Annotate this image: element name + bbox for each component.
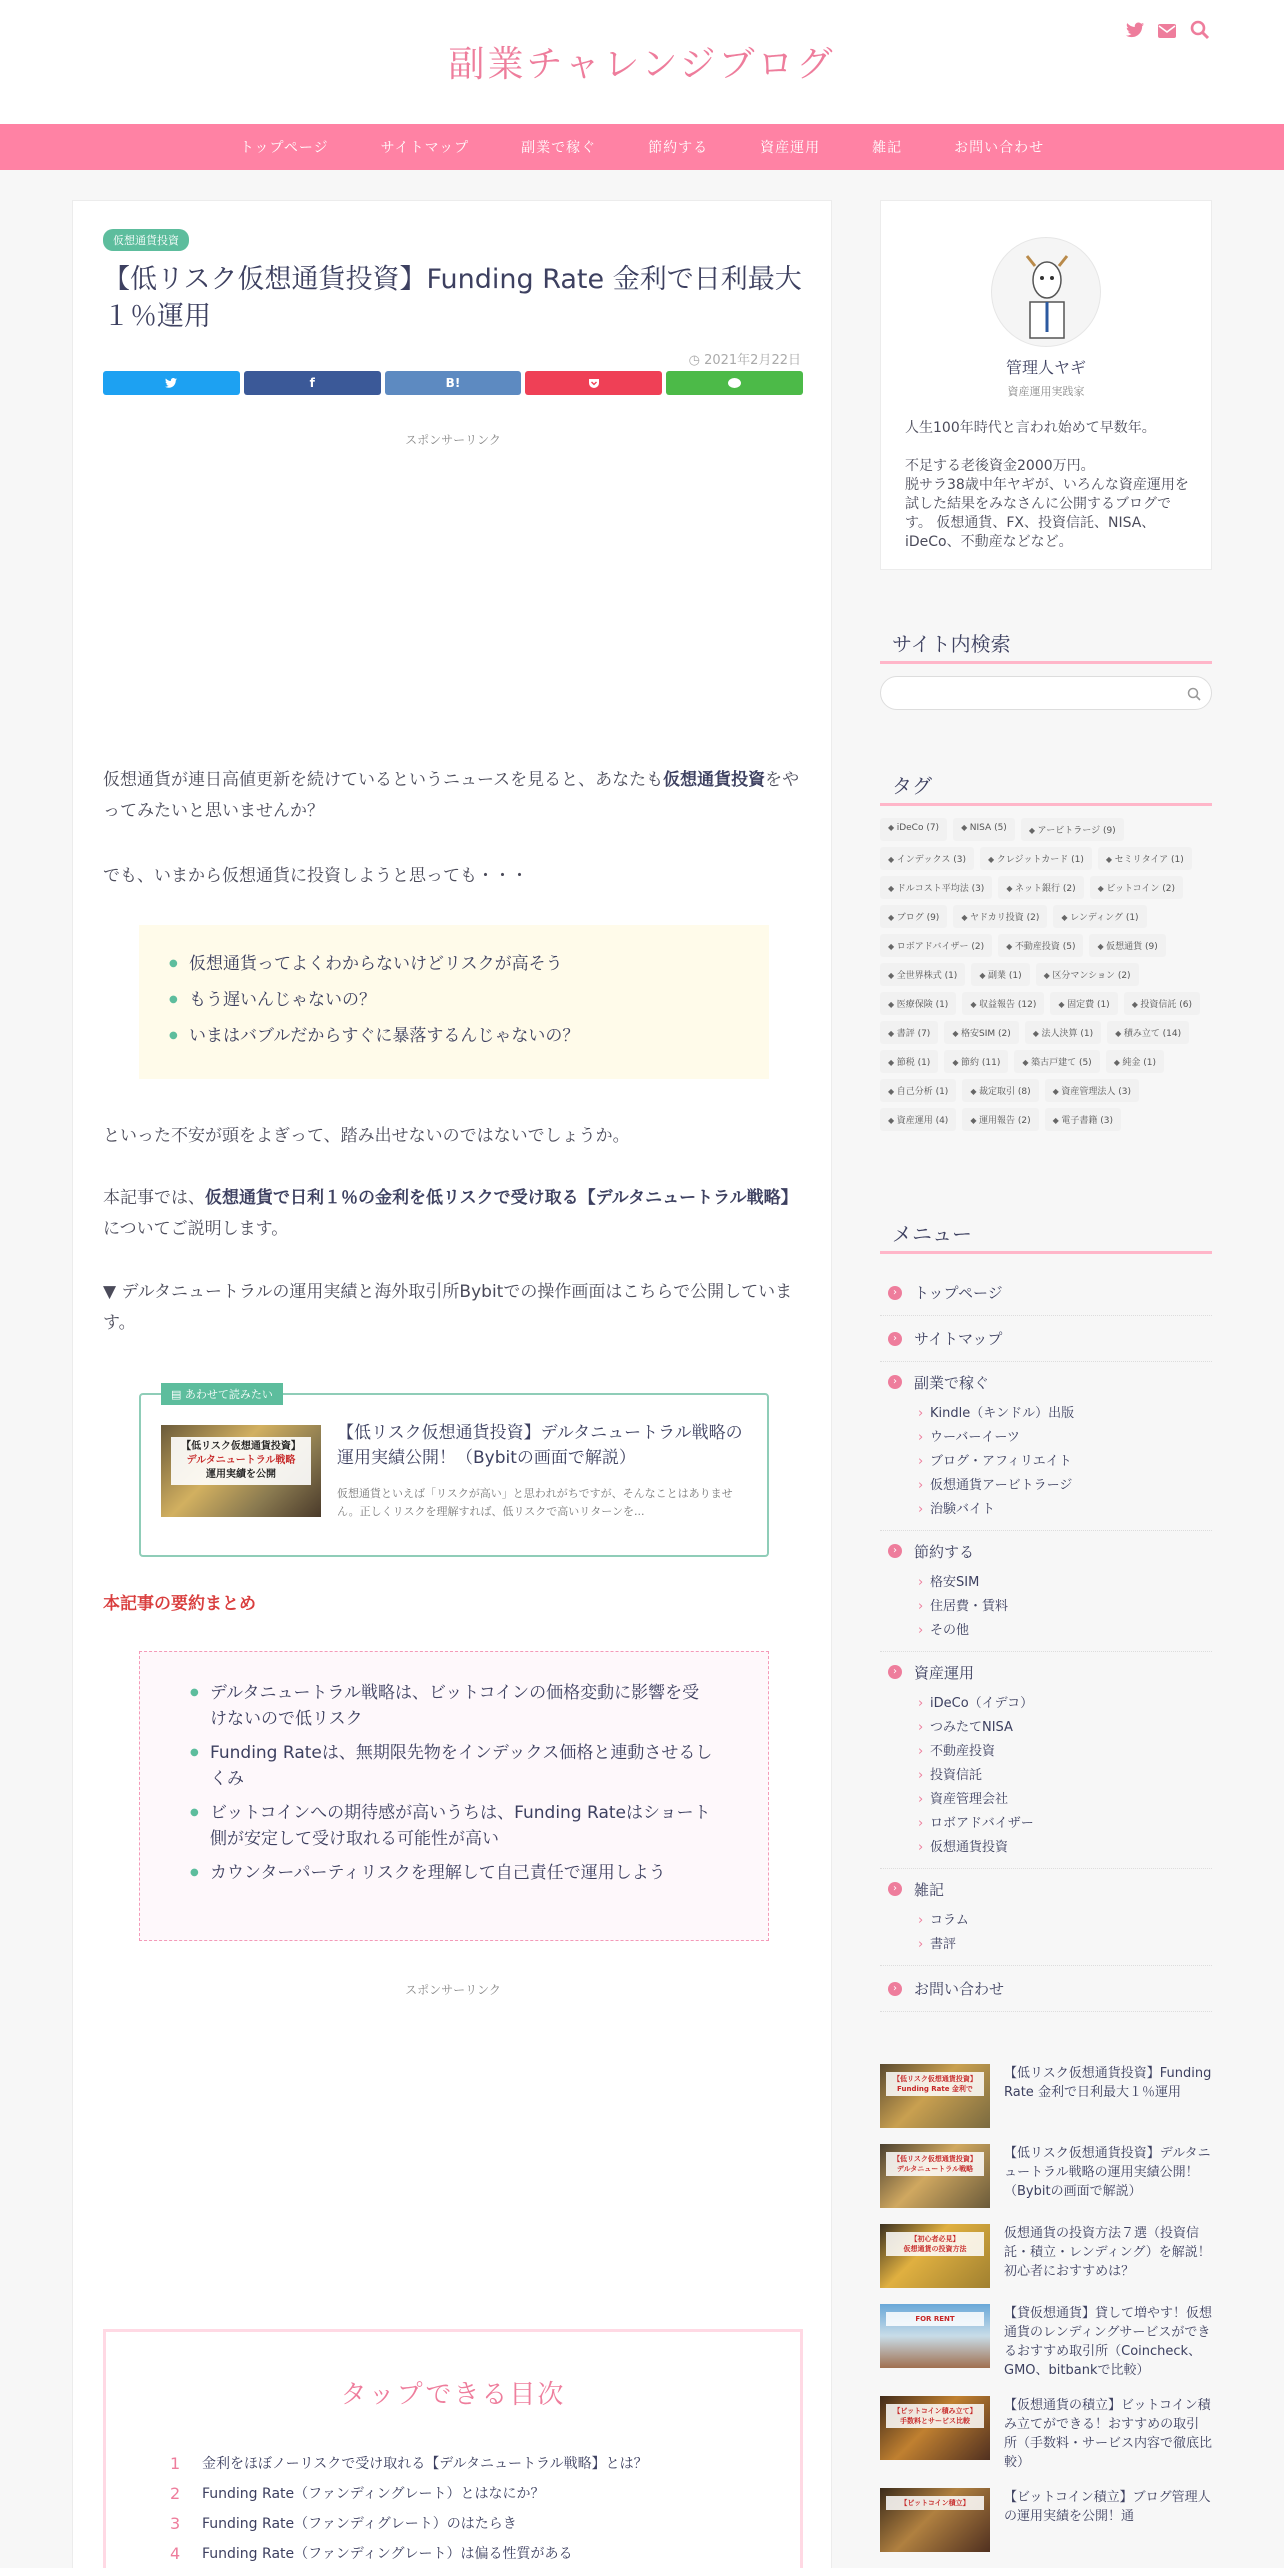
tag-link[interactable]: ◆ 築古戸建て (5) [1014, 1050, 1099, 1073]
profile-text: 人生100年時代と言われ始めて早数年。 不足する老後資金2000万円。 脱サラ38歳中年ヤギが、いろんな資産運用を試した結果をみなさんに公開するブログです。 仮想通貨、FX、投資信託、NISA、iDeCo、不動産などなど。 [905, 420, 1189, 550]
tag-link[interactable]: ◆ ドルコスト平均法 (3) [880, 876, 992, 899]
tag-link[interactable]: ◆ 節約 (11) [944, 1050, 1008, 1073]
tag-link[interactable]: ◆ 仮想通貨 (9) [1089, 934, 1165, 957]
share-facebook-button[interactable] [244, 371, 381, 395]
sidebar-subitem[interactable]: › ブログ・アフィリエイト [880, 1450, 1212, 1474]
sidebar-item-zakki[interactable] [880, 1869, 1212, 1909]
sidebar-subitem[interactable]: › 書評 [880, 1933, 1212, 1957]
list-item: ● ビットコインへの期待感が高いうちは、Funding Rateはショート側が安定して受け取れる可能性が高い [190, 1800, 716, 1852]
paragraph: でも、いまから仮想通貨に投資しようと思っても・・・ [103, 866, 528, 886]
tag-link[interactable]: ◆ 資産運用 (4) [880, 1108, 956, 1131]
search-icon[interactable] [1190, 20, 1210, 44]
clock-icon: ◷ [688, 353, 705, 368]
site-title[interactable]: 副業チャレンジブログ [448, 44, 836, 85]
tag-link[interactable]: ◆ 裁定取引 (8) [962, 1079, 1038, 1102]
recent-post-thumbnail [880, 2224, 990, 2288]
recent-post-title[interactable]: 仮想通貨の投資方法７選（投資信託・積立・レンディング）を解説！初心者におすすめは？ [1004, 2226, 1211, 2279]
tag-link[interactable]: ◆ 収益報告 (12) [962, 992, 1044, 1015]
card-thumbnail [161, 1425, 321, 1517]
tag-link[interactable]: ◆ 固定費 (1) [1050, 992, 1117, 1015]
tag-link[interactable]: ◆ 積み立て (14) [1107, 1021, 1189, 1044]
sidebar-item-contact[interactable] [880, 1966, 1212, 2012]
sidebar-group-setsuyaku [880, 1531, 1212, 1652]
header-icons [1126, 20, 1210, 44]
tag-link[interactable]: ◆ セミリタイア (1) [1098, 847, 1192, 870]
list-item: ● いまはバブルだからすぐに暴落するんじゃないの？ [169, 1021, 739, 1051]
tag-link[interactable]: ◆ 運用報告 (2) [962, 1108, 1038, 1131]
tag-link[interactable]: ◆ 資産管理法人 (3) [1045, 1079, 1139, 1102]
pocket-icon [588, 378, 600, 389]
chevron-right-icon: › [888, 1882, 902, 1896]
nav-item-setsuyaku[interactable]: 節約する [648, 140, 709, 156]
recent-post-title[interactable]: 【低リスク仮想通貨投資】デルタニュートラル戦略の運用実績公開！（Bybitの画面で解説） [1004, 2146, 1211, 2199]
search-icon[interactable] [1187, 686, 1201, 705]
chevron-right-icon: › [888, 1375, 902, 1389]
toc-number: 2 [170, 2483, 181, 2503]
sidebar-subitem[interactable]: › 仮想通貨アービトラージ [880, 1474, 1212, 1498]
toc-number: 1 [170, 2453, 181, 2473]
sidebar-group-fukugyo [880, 1362, 1212, 1531]
nav-item-zakki[interactable]: 雑記 [872, 140, 903, 156]
document-icon: ▤ [171, 1388, 185, 1401]
tag-link[interactable]: ◆ 法人決算 (1) [1025, 1021, 1101, 1044]
post-date [689, 349, 801, 368]
list-item: ● デルタニュートラル戦略は、ビットコインの価格変動に影響を受けないので低リスク [190, 1680, 716, 1732]
tag-link[interactable]: ◆ 投資信託 (6) [1124, 992, 1200, 1015]
tag-link[interactable]: ◆ iDeCo (7) [880, 818, 947, 841]
chevron-right-icon: › [888, 1665, 902, 1679]
tag-cloud [880, 818, 1212, 1131]
hatena-icon: B! [445, 376, 461, 390]
related-tag-text: あわせて読みたい [184, 1388, 273, 1401]
article [72, 200, 832, 2568]
list-item: ● カウンターパーティリスクを理解して自己責任で運用しよう [190, 1860, 716, 1886]
toc-item[interactable] [170, 2448, 770, 2478]
recent-post-thumbnail [880, 2304, 990, 2368]
nav-item-fukugyo[interactable]: 副業で稼ぐ [521, 140, 597, 156]
sidebar-item-top[interactable] [880, 1270, 1212, 1316]
tag-link[interactable]: ◆ 電子書籍 (3) [1045, 1108, 1121, 1131]
recent-post-title[interactable]: 【貸仮想通貨】貸して増やす！仮想通貨のレンディングサービスができるおすすめ取引所（Coincheck、GMO、bitbankで比較） [1004, 2306, 1213, 2378]
recent-post-thumbnail-caption: 【ビットコイン積立】 [886, 2496, 984, 2510]
thumb-line: デルタニュートラル戦略 [186, 1455, 296, 1466]
facebook-icon: f [309, 376, 315, 390]
tag-link[interactable]: ◆ 医療保険 (1) [880, 992, 956, 1015]
recent-post-thumbnail [880, 2144, 990, 2208]
sidebar-item-label: 副業で稼ぐ [914, 1373, 990, 1392]
summary-box [139, 1651, 769, 1941]
recent-post-item[interactable] [880, 2224, 1212, 2288]
recent-post-thumbnail-caption: 【ビットコイン積み立て】 手数料とサービス比較 [886, 2404, 984, 2428]
recent-post-thumbnail-caption: FOR RENT [886, 2312, 984, 2326]
tag-link[interactable]: ◆ 不動産投資 (5) [998, 934, 1083, 957]
recent-post-thumbnail [880, 2488, 990, 2552]
category-badge[interactable]: 仮想通貨投資 [103, 229, 189, 251]
chevron-right-icon: › [888, 1544, 902, 1558]
tag-link[interactable]: ◆ ロボアドバイザー (2) [880, 934, 992, 957]
sidebar-menu [880, 1270, 1212, 2012]
sidebar-subitem[interactable]: › コラム [880, 1909, 1212, 1933]
sidebar-item-label: 資産運用 [914, 1663, 975, 1682]
sidebar-subitem[interactable]: › 資産管理会社 [880, 1788, 1212, 1812]
nav-item-top[interactable]: トップページ [239, 140, 329, 156]
tag-link[interactable]: ◆ 節税 (1) [880, 1050, 938, 1073]
recent-post-item[interactable] [880, 2488, 1212, 2552]
sidebar-group-zakki [880, 1869, 1212, 1966]
recent-post-thumbnail-caption: 【初心者必見】 仮想通貨の投資方法 [886, 2232, 984, 2256]
sidebar-subitem[interactable]: › ロボアドバイザー [880, 1812, 1212, 1836]
sidebar-subitem[interactable]: › 不動産投資 [880, 1740, 1212, 1764]
sidebar-subitem[interactable]: › 格安SIM [880, 1571, 1212, 1595]
sidebar-item-label: トップページ [914, 1284, 1003, 1302]
card-thumbnail-caption [171, 1437, 311, 1485]
widget-title: サイト内検索 [880, 628, 1212, 664]
list-item: ● もう遅いんじゃないの？ [169, 985, 739, 1015]
chevron-right-icon: › [888, 1332, 902, 1346]
profile-name: 管理人ヤギ [1005, 358, 1086, 377]
tag-link[interactable]: ◆ クレジットカード (1) [980, 847, 1092, 870]
toc-text: Funding Rate（ファンディングレート）は偏る性質がある [202, 2546, 573, 2562]
tag-link[interactable]: ◆ レンディング (1) [1053, 905, 1146, 928]
recent-post-item[interactable] [880, 2144, 1212, 2208]
toc-item[interactable] [170, 2538, 770, 2568]
tag-link[interactable]: ◆ 格安SIM (2) [944, 1021, 1018, 1044]
summary-heading: 本記事の要約まとめ [103, 1594, 256, 1614]
sidebar-subitem[interactable]: › ウーバーイーツ [880, 1426, 1212, 1450]
toc-item[interactable] [170, 2508, 770, 2538]
recent-post-item[interactable] [880, 2304, 1212, 2380]
table-of-contents [103, 2329, 803, 2568]
recent-post-thumbnail [880, 2064, 990, 2128]
tag-link[interactable]: ◆ NISA (5) [953, 818, 1015, 841]
share-line-button[interactable] [666, 371, 803, 395]
para4-text-a: 本記事では、 [103, 1188, 205, 1208]
tag-link[interactable]: ◆ 書評 (7) [880, 1021, 938, 1044]
tag-link[interactable]: ◆ ヤドカリ投資 (2) [953, 905, 1047, 928]
recent-post-thumbnail-caption: 【低リスク仮想通貨投資】 デルタニュートラル戦略 [886, 2152, 984, 2176]
sidebar-item-fukugyo[interactable] [880, 1362, 1212, 1402]
post-date-text: 2021年2月22日 [704, 353, 801, 368]
tag-link[interactable]: ◆ ネット銀行 (2) [998, 876, 1083, 899]
recent-post-item[interactable] [880, 2064, 1212, 2128]
list-item: ● Funding Rateは、無期限先物をインデックス価格と連動させるしくみ [190, 1740, 716, 1792]
sidebar-subitem[interactable]: › Kindle（キンドル）出版 [880, 1402, 1212, 1426]
paragraph-summary [103, 1183, 803, 1245]
related-tag [161, 1383, 283, 1405]
chevron-right-icon: › [888, 1982, 902, 1996]
tag-link[interactable]: ◆ 全世界株式 (1) [880, 963, 965, 986]
profile-role: 資産運用実践家 [1007, 385, 1085, 398]
search-input[interactable] [880, 676, 1212, 710]
sidebar-item-sitemap[interactable] [880, 1316, 1212, 1362]
recent-posts [880, 2064, 1212, 2568]
share-buttons [103, 371, 803, 395]
tag-link[interactable]: ◆ 区分マンション (2) [1036, 963, 1139, 986]
sidebar-item-label: 節約する [914, 1542, 975, 1561]
mail-icon[interactable] [1158, 23, 1176, 42]
thumb-line: 運用実績を公開 [206, 1469, 276, 1480]
toc-number: 4 [170, 2543, 181, 2563]
thumb-line: 【低リスク仮想通貨投資】 [181, 1441, 301, 1452]
tag-link[interactable]: ◆ 副業 (1) [971, 963, 1029, 986]
site-header [0, 0, 1284, 124]
paragraph: ▼ デルタニュートラルの運用実績と海外取引所Bybitでの操作画面はこちらで公開しています。 [103, 1282, 793, 1333]
sidebar-subitem[interactable]: › 治験バイト [880, 1498, 1212, 1522]
sidebar-item-setsuyaku[interactable] [880, 1531, 1212, 1571]
card-title[interactable]: 【低リスク仮想通貨投資】デルタニュートラル戦略の運用実績公開！（Bybitの画面で解説） [337, 1423, 743, 1468]
chevron-right-icon: › [888, 1286, 902, 1300]
intro-text-c: をやってみたいと思いませんか？ [103, 770, 800, 821]
list-item: ● 仮想通貨ってよくわからないけどリスクが高そう [169, 949, 739, 979]
recent-post-thumbnail-caption: 【低リスク仮想通貨投資】 Funding Rate 金利で [886, 2072, 984, 2096]
sidebar-item-label: お問い合わせ [914, 1980, 1005, 1998]
share-twitter-button[interactable] [103, 371, 240, 395]
sidebar-subitem[interactable]: › 住居費・賃料 [880, 1595, 1212, 1619]
intro-paragraph [103, 765, 803, 827]
line-icon [728, 378, 741, 389]
paragraph: といった不安が頭をよぎって、踏み出せないのではないでしょうか。 [103, 1126, 630, 1146]
toc-text: 金利をほぼノーリスクで受け取れる【デルタニュートラル戦略】とは？ [202, 2456, 648, 2472]
sidebar-subitem[interactable]: › つみたてNISA [880, 1716, 1212, 1740]
toc-item[interactable] [170, 2478, 770, 2508]
share-hatena-button[interactable] [385, 371, 522, 395]
toc-text: Funding Rate（ファンディングレート）とはなにか？ [202, 2486, 545, 2502]
related-article-card[interactable] [139, 1388, 769, 1557]
intro-text-bold: 仮想通貨投資 [663, 770, 766, 790]
twitter-icon[interactable] [1126, 22, 1144, 42]
nav-item-shisan[interactable]: 資産運用 [760, 140, 821, 156]
recent-post-thumbnail [880, 2396, 990, 2460]
para4-text-c: についてご説明します。 [103, 1219, 289, 1239]
nav-item-sitemap[interactable]: サイトマップ [380, 140, 470, 156]
tag-link[interactable]: ◆ 自己分析 (1) [880, 1079, 956, 1102]
sidebar-subitem[interactable]: › iDeCo（イデコ） [880, 1692, 1212, 1716]
card-description: 仮想通貨といえば「リスクが高い」と思われがちですが、そんなことはありません。正しくリスクを理解すれば、低リスクで高いリターンを... [337, 1487, 733, 1518]
global-nav [0, 124, 1284, 170]
sidebar-subitem[interactable]: › 仮想通貨投資 [880, 1836, 1212, 1860]
tag-link[interactable]: ◆ ブログ (9) [880, 905, 947, 928]
nav-item-contact[interactable]: お問い合わせ [954, 140, 1045, 156]
goat-icon [992, 238, 1102, 348]
toc-list [170, 2448, 770, 2568]
recent-post-title[interactable]: 【仮想通貨の積立】ビットコイン積み立てができる！おすすめの取引所（手数料・サービス内容で徹底比較） [1004, 2398, 1213, 2470]
tag-link[interactable]: ◆ アービトラージ (9) [1021, 818, 1124, 841]
intro-text-a: 仮想通貨が連日高値更新を続けているというニュースを見ると、あなたも [103, 770, 664, 790]
recent-post-title[interactable]: 【低リスク仮想通貨投資】Funding Rate 金利で日利最大１％運用 [1004, 2066, 1212, 2100]
profile-widget [880, 200, 1212, 570]
share-pocket-button[interactable] [525, 371, 662, 395]
page-title: 【低リスク仮想通貨投資】Funding Rate 金利で日利最大１％運用 [103, 264, 802, 332]
toc-number: 3 [170, 2513, 181, 2533]
widget-title: タグ [880, 770, 1212, 806]
recent-post-item[interactable] [880, 2396, 1212, 2472]
twitter-icon [165, 378, 177, 388]
worries-box [139, 925, 769, 1079]
sponsor-label: スポンサーリンク [405, 1983, 501, 1997]
sidebar-subitem[interactable]: › その他 [880, 1619, 1212, 1643]
recent-post-title[interactable]: 【ビットコイン積立】ブログ管理人の運用実績を公開！通 [1004, 2490, 1211, 2524]
tag-link[interactable]: ◆ 純金 (1) [1106, 1050, 1164, 1073]
widget-title: メニュー [880, 1218, 1212, 1254]
toc-title: タップできる目次 [340, 2380, 566, 2410]
sidebar-subitem[interactable]: › 投資信託 [880, 1764, 1212, 1788]
sidebar-group-shisan [880, 1652, 1212, 1869]
avatar [991, 237, 1101, 347]
tag-link[interactable]: ◆ インデックス (3) [880, 847, 974, 870]
sidebar-item-label: サイトマップ [914, 1330, 1003, 1348]
sponsor-label: スポンサーリンク [405, 433, 501, 447]
tag-link[interactable]: ◆ ビットコイン (2) [1090, 876, 1183, 899]
toc-text: Funding Rate（ファンディグレート）のはたらき [202, 2516, 517, 2532]
para4-text-bold: 仮想通貨で日利１％の金利を低リスクで受け取る【デルタニュートラル戦略】 [205, 1188, 798, 1208]
sidebar-item-label: 雑記 [914, 1880, 945, 1899]
sidebar-item-shisan[interactable] [880, 1652, 1212, 1692]
